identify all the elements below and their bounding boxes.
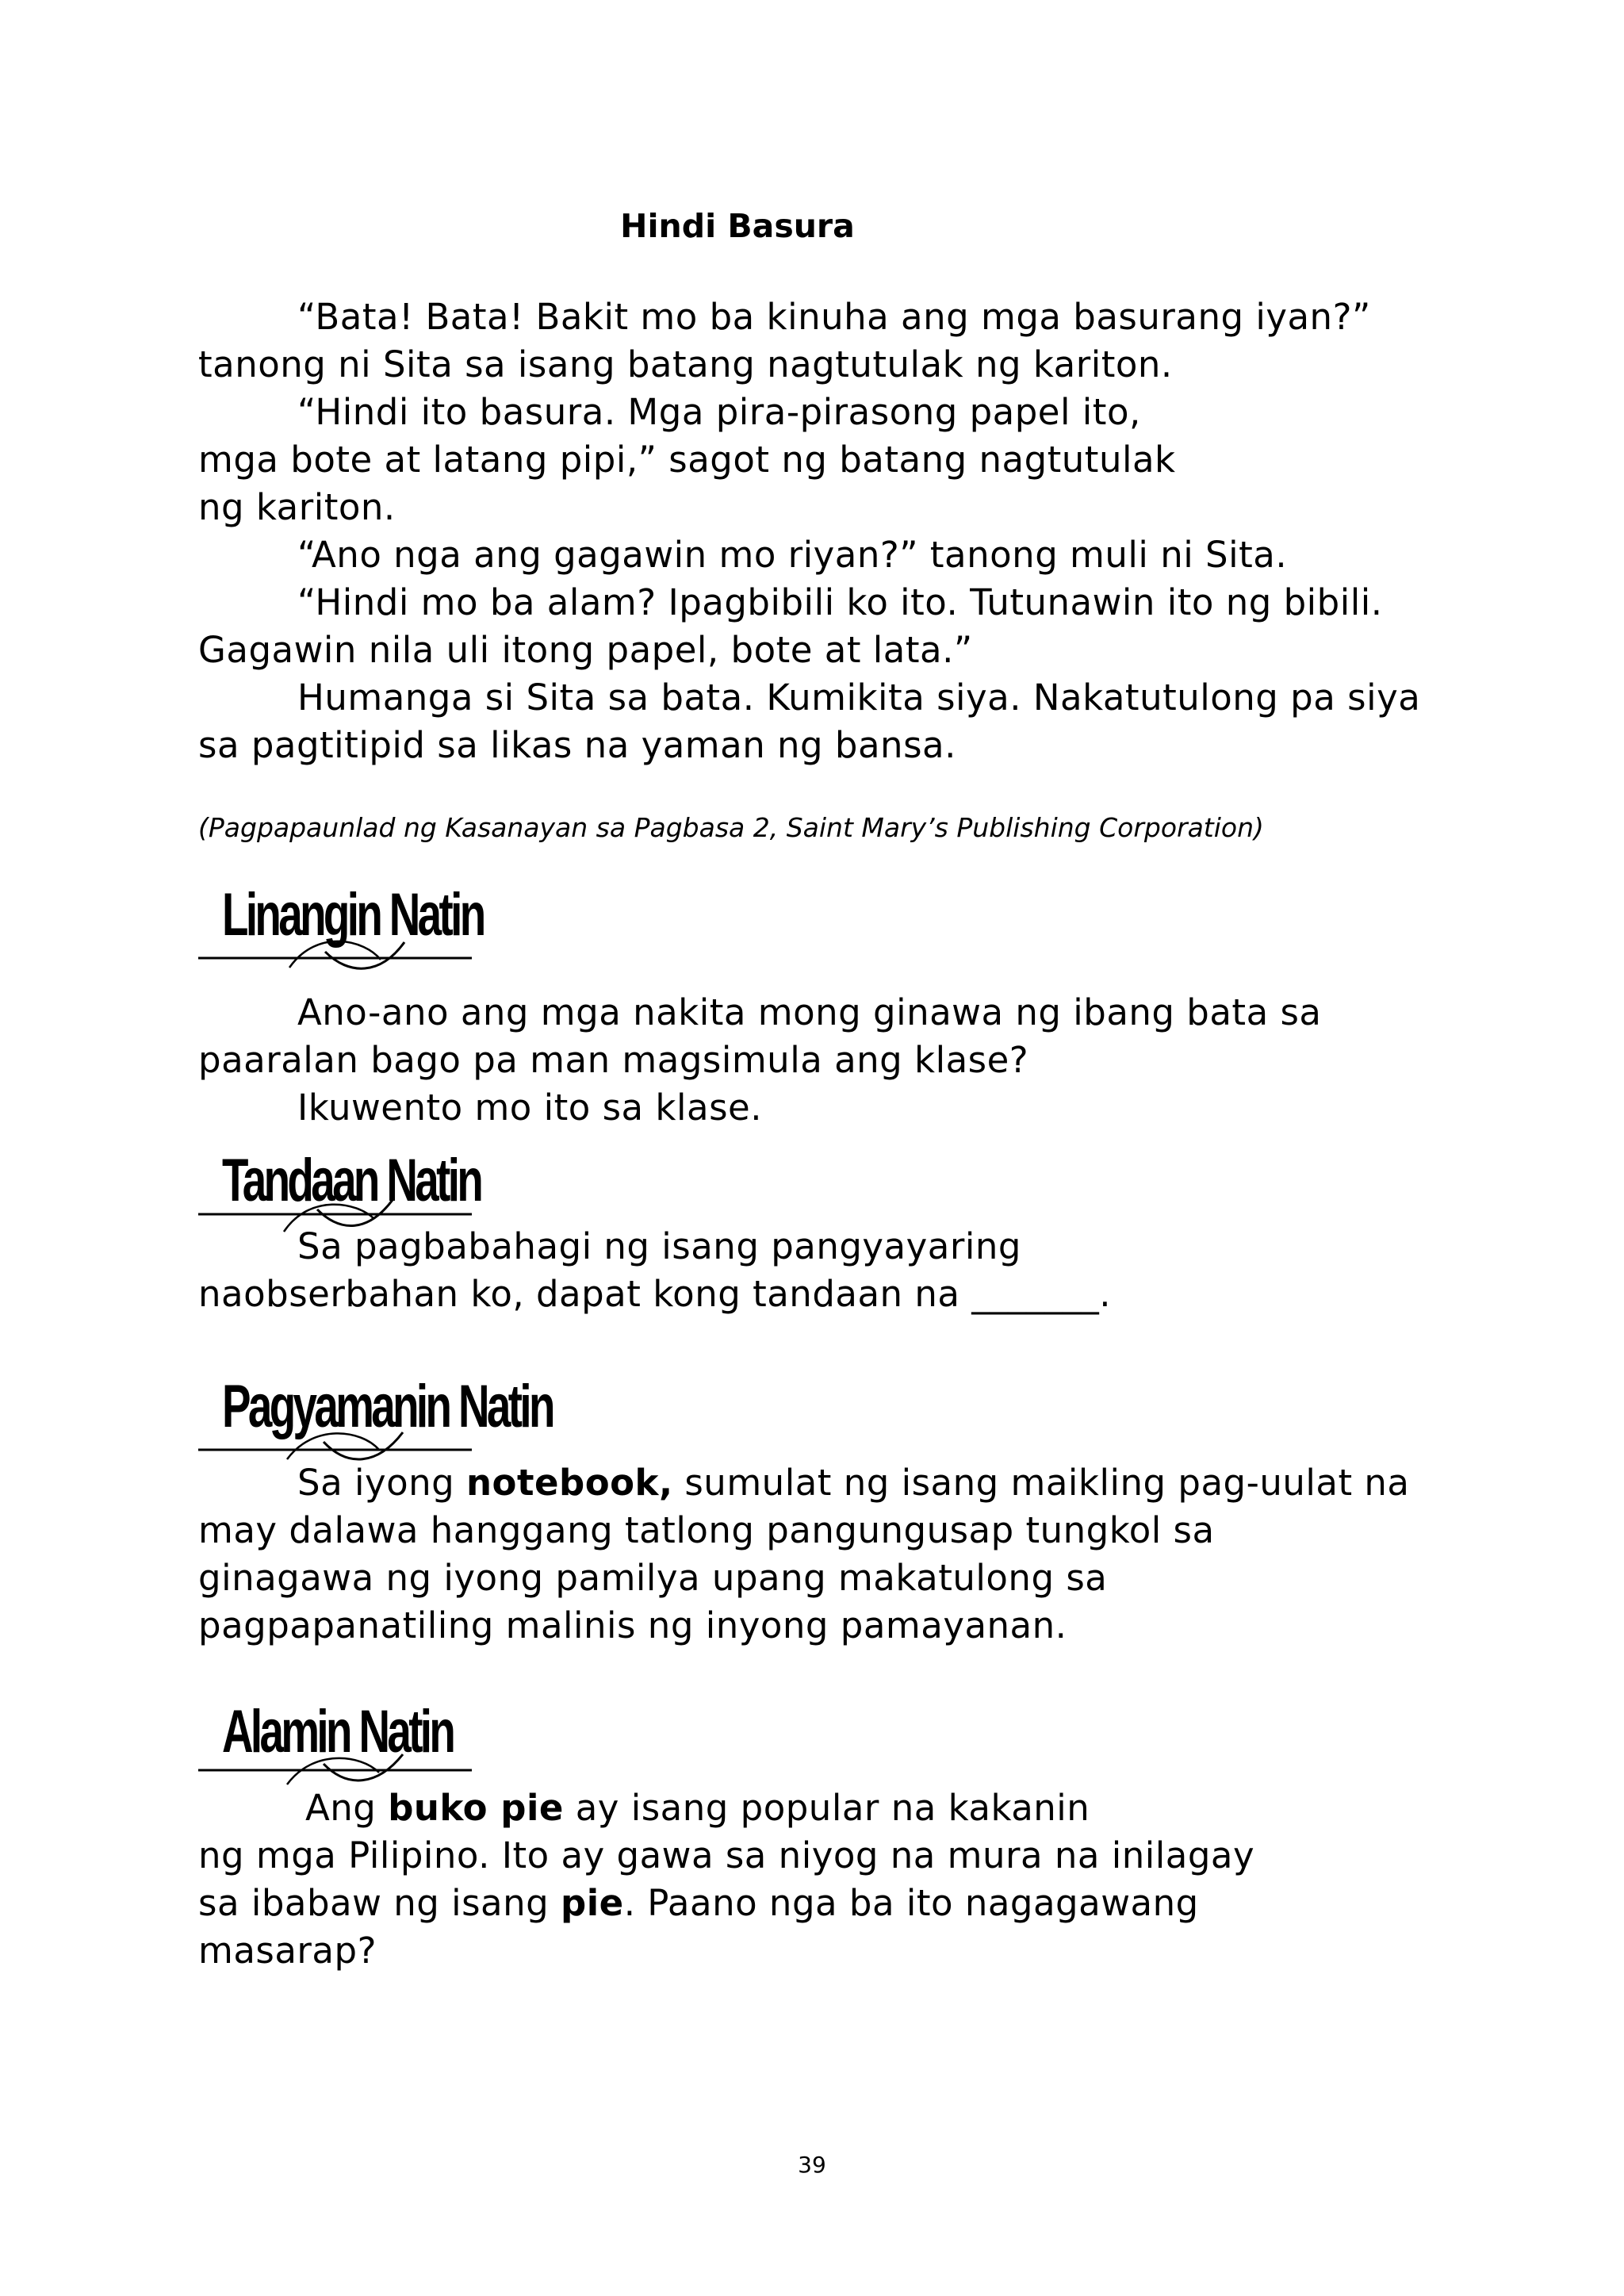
pagyamanin-line-2: may dalawa hanggang tatlong pangungusap tungkol sa [198,1509,1215,1551]
story-line-1: “Bata! Bata! Bakit mo ba kinuha ang mga basurang iyan?” [297,296,1371,338]
linangin-line-1: Ano-ano ang mga nakita mong ginawa ng ibang bata sa [297,991,1322,1033]
linangin-line-2: paaralan bago pa man magsimula ang klase? [198,1039,1029,1081]
story-line-4: mga bote at latang pipi,” sagot ng batang nagtutulak [198,439,1176,481]
swoosh-underline-icon [198,1356,476,1459]
swoosh-underline-icon [198,1130,476,1233]
tandaan-heading [198,1130,481,1233]
story-line-5: ng kariton. [198,486,396,528]
alamin-heading [198,1681,476,1784]
linangin-heading-text: Linangin Natin [222,881,484,949]
story-line-2: tanong ni Sita sa isang batang nagtutulak ng kariton. [198,343,1173,385]
tandaan-line-2: naobserbahan ko, dapat kong tandaan na _______. [198,1273,1112,1315]
pagyamanin-line-4: pagpapanatiling malinis ng inyong pamayanan. [198,1604,1067,1646]
pagyamanin-heading [198,1356,553,1459]
alamin-heading-text: Alamin Natin [222,1698,454,1765]
buko-pie-bold: buko pie [388,1787,564,1829]
pagyamanin-heading-text: Pagyamanin Natin [222,1373,553,1440]
alamin-line-1: Ang buko pie ay isang popular na kakanin [305,1787,1090,1829]
story-title: Hindi Basura [620,207,855,245]
swoosh-underline-icon [198,1681,476,1784]
story-line-9: Humanga si Sita sa bata. Kumikita siya. Nakatutulong pa siya [297,677,1421,719]
pagyamanin-line-1: Sa iyong notebook, sumulat ng isang maikling pag-uulat na [297,1462,1410,1504]
linangin-heading [198,864,484,968]
story-citation: (Pagpapaunlad ng Kasanayan sa Pagbasa 2, Saint Mary’s Publishing Corporation) [198,812,1264,843]
pagyamanin-line-3: ginagawa ng iyong pamilya upang makatulong sa [198,1557,1108,1599]
alamin-line-3: sa ibabaw ng isang pie. Paano nga ba ito nagagawang [198,1882,1199,1924]
story-line-8: Gagawin nila uli itong papel, bote at lata.” [198,629,973,671]
story-line-6: “Ano nga ang gagawin mo riyan?” tanong muli ni Sita. [297,534,1288,576]
pie-bold: pie [561,1882,624,1924]
tandaan-line-1: Sa pagbabahagi ng isang pangyayaring [297,1225,1021,1267]
alamin-line-4: masarap? [198,1930,377,1972]
story-line-7: “Hindi mo ba alam? Ipagbibili ko ito. Tutunawin ito ng bibili. [297,581,1383,623]
story-line-10: sa pagtitipid sa likas na yaman ng bansa. [198,724,956,766]
swoosh-underline-icon [198,864,476,968]
tandaan-heading-text: Tandaan Natin [222,1147,481,1214]
story-line-3: “Hindi ito basura. Mga pira-pirasong papel ito, [297,391,1141,433]
page-number: 39 [798,2152,826,2178]
linangin-line-3: Ikuwento mo ito sa klase. [297,1087,763,1129]
notebook-bold: notebook, [466,1462,673,1504]
alamin-line-2: ng mga Pilipino. Ito ay gawa sa niyog na mura na inilagay [198,1834,1255,1876]
